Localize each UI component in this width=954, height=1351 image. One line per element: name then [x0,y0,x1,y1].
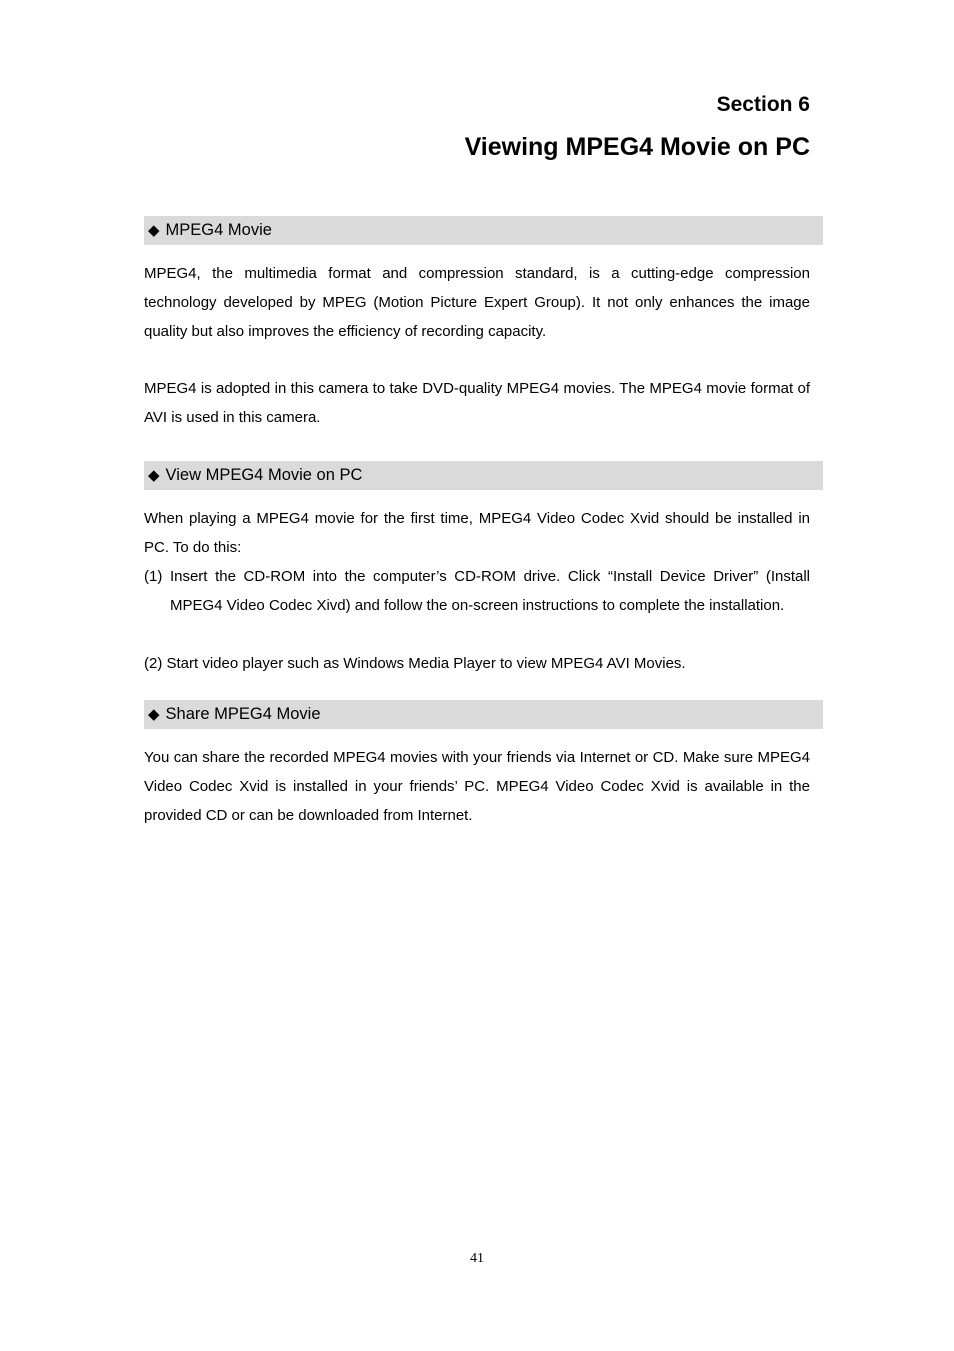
page-header [465,90,810,164]
diamond-icon: ◆ [148,467,160,484]
section-heading-label: MPEG4 Movie [165,221,272,239]
section-label: Section 6 [716,93,810,116]
list-item-step-2: (2) Start video player such as Windows Media Player to view MPEG4 AVI Movies. [144,655,686,672]
page-title: Viewing MPEG4 Movie on PC [464,133,810,161]
paragraph: MPEG4 is adopted in this camera to take DVD-quality MPEG4 movies. The MPEG4 movie format of AVI is used in this camera. [144,380,810,426]
paragraph: When playing a MPEG4 movie for the first time, MPEG4 Video Codec Xvid should be installed in PC. To do this: [144,510,810,556]
section-heading-view-mpeg4-movie-on-pc [144,461,823,490]
paragraph: MPEG4, the multimedia format and compression standard, is a cutting-edge compression technology developed by MPEG (Motion Picture Expert Group). It not only enhances the image quality but also improves the efficiency of recording capacity. [144,265,810,340]
list-item-step-1: (1) Insert the CD-ROM into the computer’s CD-ROM drive. Click “Install Device Driver” (Install MPEG4 Video Codec Xivd) and follow the on-screen instructions to complete the installation. [144,568,810,614]
section-heading-mpeg4-movie [144,216,823,245]
diamond-icon: ◆ [148,222,160,239]
page-number: 41 [470,1251,484,1266]
diamond-icon: ◆ [148,706,160,723]
section-heading-label: View MPEG4 Movie on PC [165,466,363,484]
section-heading-label: Share MPEG4 Movie [165,705,321,723]
section-heading-share-mpeg4-movie [144,700,823,729]
paragraph: You can share the recorded MPEG4 movies with your friends via Internet or CD. Make sure MPEG4 Video Codec Xvid is installed in your friends’ PC. MPEG4 Video Codec Xvid is available in the provided CD or can be downloaded from Internet. [144,749,810,824]
